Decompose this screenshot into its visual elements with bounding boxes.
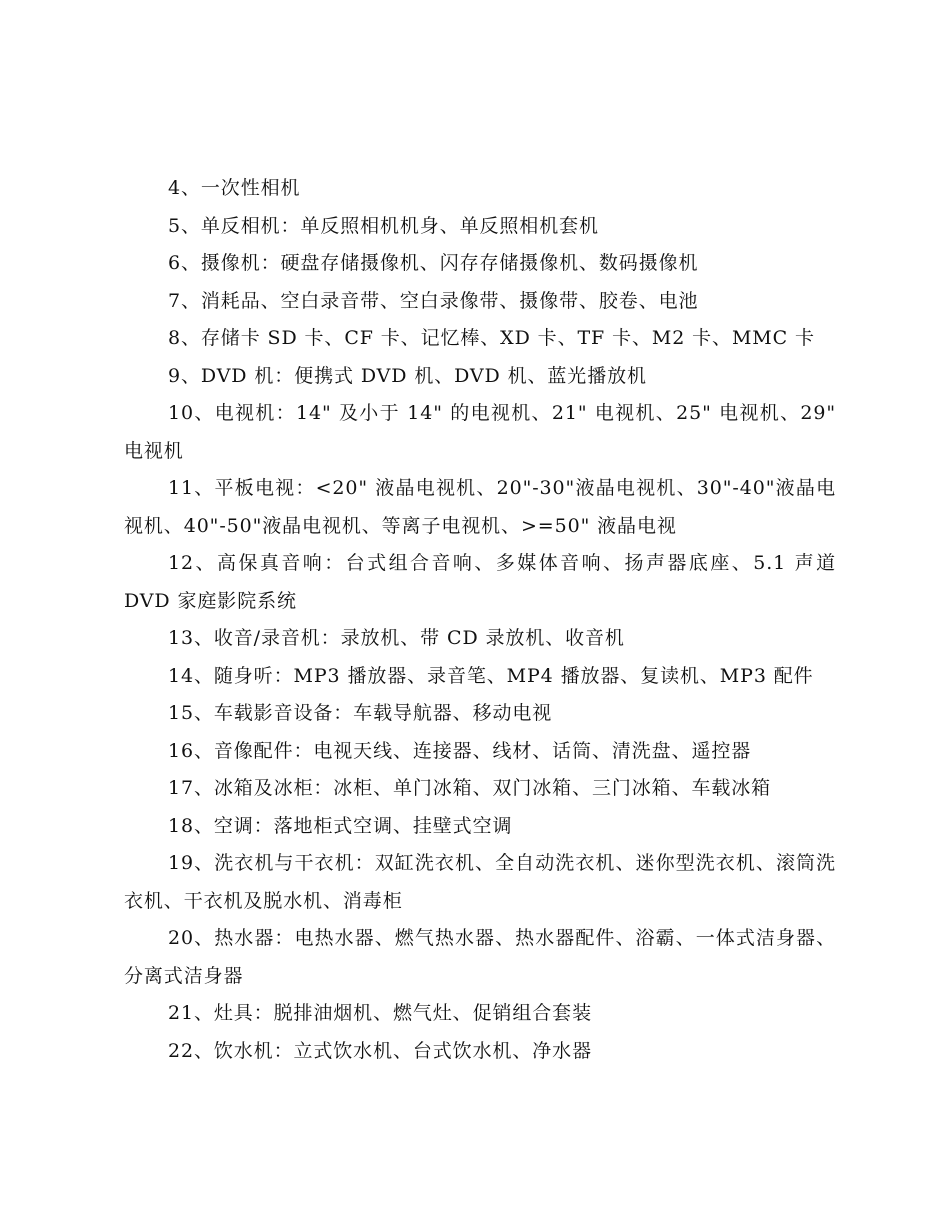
list-item: 11、平板电视：<20" 液晶电视机、20"-30"液晶电视机、30"-40"液晶电视机、40"-50"液晶电视机、等离子电视机、>=50" 液晶电视 [124, 477, 836, 537]
list-item: 13、收音/录音机：录放机、带 CD 录放机、收音机 [168, 627, 625, 649]
list-item: 4、一次性相机 [168, 177, 301, 199]
list-item: 16、音像配件：电视天线、连接器、线材、话筒、清洗盘、遥控器 [168, 739, 752, 762]
list-item: 18、空调：落地柜式空调、挂壁式空调 [168, 814, 513, 837]
list-item: 20、热水器：电热水器、燃气热水器、热水器配件、浴霸、一体式洁身器、分离式洁身器 [124, 927, 836, 987]
list-item: 9、DVD 机：便携式 DVD 机、DVD 机、蓝光播放机 [168, 364, 647, 387]
list-item: 10、电视机：14" 及小于 14" 的电视机、21" 电视机、25" 电视机、29" 电视机 [124, 402, 836, 462]
list-item: 6、摄像机：硬盘存储摄像机、闪存存储摄像机、数码摄像机 [168, 252, 699, 274]
item-list [124, 170, 836, 1070]
list-item: 19、洗衣机与干衣机：双缸洗衣机、全自动洗衣机、迷你型洗衣机、滚筒洗衣机、干衣机及脱水机、消毒柜 [124, 852, 836, 912]
list-item: 21、灶具：脱排油烟机、燃气灶、促销组合套装 [168, 1002, 592, 1024]
list-item: 17、冰箱及冰柜：冰柜、单门冰箱、双门冰箱、三门冰箱、车载冰箱 [168, 777, 772, 799]
list-item: 12、高保真音响：台式组合音响、多媒体音响、扬声器底座、5.1 声道 DVD 家庭影院系统 [124, 552, 836, 612]
list-item: 15、车载影音设备：车载导航器、移动电视 [168, 702, 553, 724]
list-item: 8、存储卡 SD 卡、CF 卡、记忆棒、XD 卡、TF 卡、M2 卡、MMC 卡 [168, 327, 815, 349]
list-item: 14、随身听：MP3 播放器、录音笔、MP4 播放器、复读机、MP3 配件 [168, 664, 814, 687]
list-item: 7、消耗品、空白录音带、空白录像带、摄像带、胶卷、电池 [168, 289, 699, 312]
list-item: 5、单反相机：单反照相机机身、单反照相机套机 [168, 214, 599, 237]
list-item: 22、饮水机：立式饮水机、台式饮水机、净水器 [168, 1039, 592, 1062]
